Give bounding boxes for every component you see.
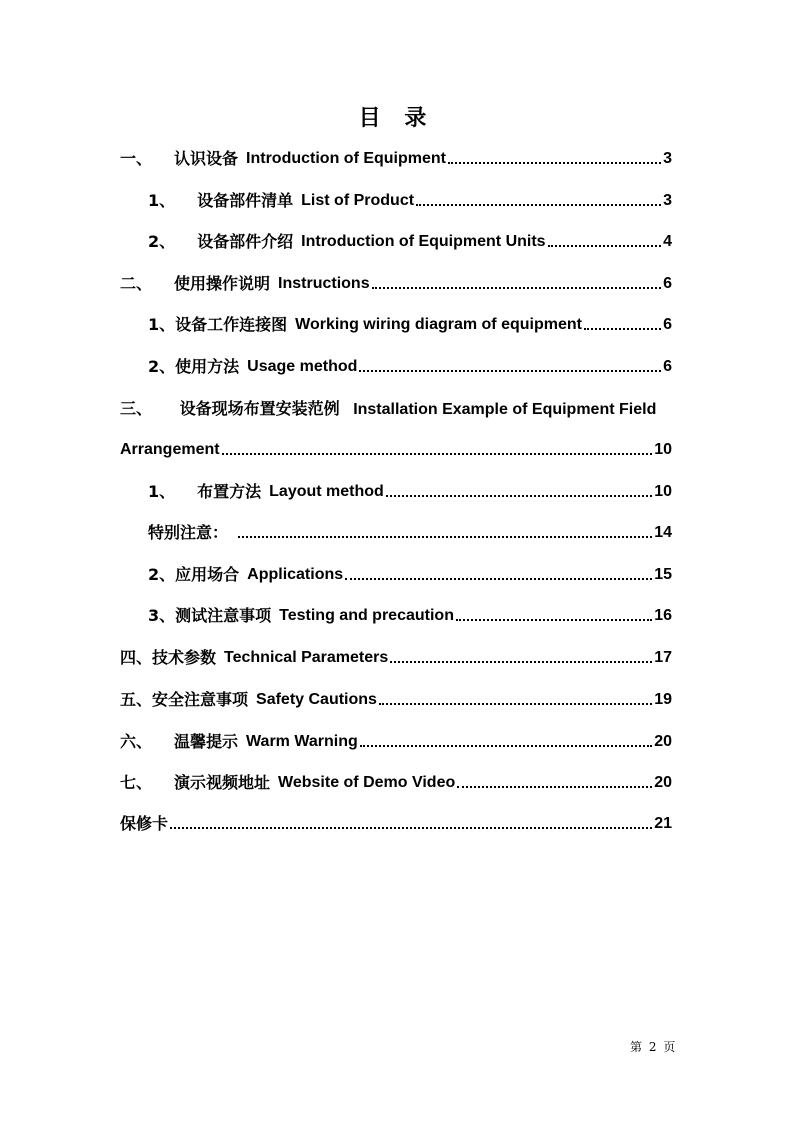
toc-title-cn: 布置方法	[197, 482, 262, 501]
toc-entry-2[interactable]	[148, 190, 672, 212]
toc-title-en: List of Product	[301, 192, 415, 209]
toc-leader	[584, 328, 661, 330]
toc-page-number: 20	[654, 774, 672, 791]
toc-leader	[379, 703, 652, 705]
toc-title-en: Technical Parameters	[224, 649, 389, 666]
toc-title-cn: 设备现场布置安装范例	[179, 399, 340, 418]
toc-number: 七、	[120, 773, 153, 792]
toc-title-cn: 演示视频地址	[174, 773, 271, 792]
toc-number: 三、	[120, 399, 153, 418]
toc-entry-3[interactable]	[148, 231, 672, 253]
toc-page-number: 19	[654, 691, 672, 708]
toc-number: 一、	[120, 149, 153, 168]
toc-leader	[456, 619, 652, 621]
toc-title-en: Safety Cautions	[256, 691, 377, 708]
page-title: 目 录	[358, 106, 435, 131]
toc-number: 六、	[120, 732, 153, 751]
toc-title-cn: 特别注意：	[148, 523, 229, 542]
toc-entry-1[interactable]	[120, 148, 672, 170]
toc-title-cn: 使用操作说明	[174, 274, 271, 293]
toc-title-cn: 四、技术参数	[120, 648, 217, 667]
toc-page-number: 20	[654, 733, 672, 750]
toc-title-en: Usage method	[247, 358, 358, 375]
toc-leader	[390, 661, 652, 663]
toc-entry-15[interactable]	[120, 772, 672, 794]
toc-page-number: 6	[663, 316, 672, 333]
toc-title-en: Working wiring diagram of equipment	[295, 316, 582, 333]
toc-page-number: 16	[654, 607, 672, 624]
toc-page-number: 10	[654, 483, 672, 500]
toc-page-number: 3	[663, 150, 672, 167]
toc-page-number: 6	[663, 358, 672, 375]
toc-leader	[548, 245, 662, 247]
toc-entry-14[interactable]	[120, 731, 672, 753]
toc-leader	[359, 370, 661, 372]
toc-title-en: Layout method	[269, 483, 384, 500]
toc-title-en-continued: Arrangement	[120, 441, 220, 458]
toc-leader	[416, 204, 661, 206]
toc-title-en: Applications	[247, 566, 344, 583]
toc-page-number: 10	[654, 441, 672, 458]
toc-leader	[360, 745, 652, 747]
toc-entry-10[interactable]	[148, 564, 672, 586]
toc-page-number: 17	[654, 649, 672, 666]
toc-title-cn: 1、设备工作连接图	[148, 315, 288, 334]
toc-title-cn: 五、安全注意事项	[120, 690, 249, 709]
toc-title-en: Website of Demo Video	[278, 774, 456, 791]
toc-title-cn: 保修卡	[120, 814, 169, 833]
toc-leader	[222, 453, 653, 455]
toc-entry-11[interactable]	[148, 605, 672, 627]
toc-title-cn: 3、测试注意事项	[148, 606, 272, 625]
toc-title-cn: 认识设备	[174, 149, 239, 168]
toc-title-en: Testing and precaution	[279, 607, 454, 624]
toc-number: 二、	[120, 274, 153, 293]
toc-leader	[372, 287, 662, 289]
toc-entry-7-line-1[interactable]	[120, 398, 656, 420]
toc-title-en: Warm Warning	[246, 733, 358, 750]
toc-page-number: 3	[663, 192, 672, 209]
toc-title-en: Instructions	[278, 275, 370, 292]
toc-number: 1、	[148, 191, 176, 210]
toc-title-cn: 设备部件介绍	[197, 232, 294, 251]
toc-title-cn: 温馨提示	[174, 732, 239, 751]
toc-title-en: Introduction of Equipment	[246, 150, 446, 167]
toc-entry-7-line-2[interactable]	[120, 439, 672, 461]
toc-page-number: 21	[654, 815, 672, 832]
toc-leader	[386, 495, 652, 497]
toc-page-number: 15	[654, 566, 672, 583]
toc-entry-13[interactable]	[120, 689, 672, 711]
toc-entry-12[interactable]	[120, 647, 672, 669]
toc-leader	[448, 162, 661, 164]
toc-title-cn: 2、应用场合	[148, 565, 240, 584]
toc-leader	[345, 578, 652, 580]
toc-page-number: 14	[654, 524, 672, 541]
toc-entry-5[interactable]	[148, 314, 672, 336]
toc-number: 1、	[148, 482, 176, 501]
toc-page-number: 6	[663, 275, 672, 292]
toc-number: 2、	[148, 232, 176, 251]
toc-title-en: Installation Example of Equipment Field	[353, 401, 657, 418]
toc-entry-8[interactable]	[148, 481, 672, 503]
toc-title-en: Introduction of Equipment Units	[301, 233, 546, 250]
toc-page-number: 4	[663, 233, 672, 250]
toc-title-cn: 设备部件清单	[197, 191, 294, 210]
toc-entry-4[interactable]	[120, 273, 672, 295]
toc-leader	[238, 536, 652, 538]
toc-title-cn: 2、使用方法	[148, 357, 240, 376]
toc-entry-16[interactable]	[120, 813, 672, 835]
toc-leader	[457, 786, 652, 788]
toc-entry-6[interactable]	[148, 356, 672, 378]
toc-entry-9[interactable]	[148, 522, 672, 544]
page-number-footer: 第 2 页	[630, 1040, 676, 1054]
toc-leader	[170, 827, 652, 829]
